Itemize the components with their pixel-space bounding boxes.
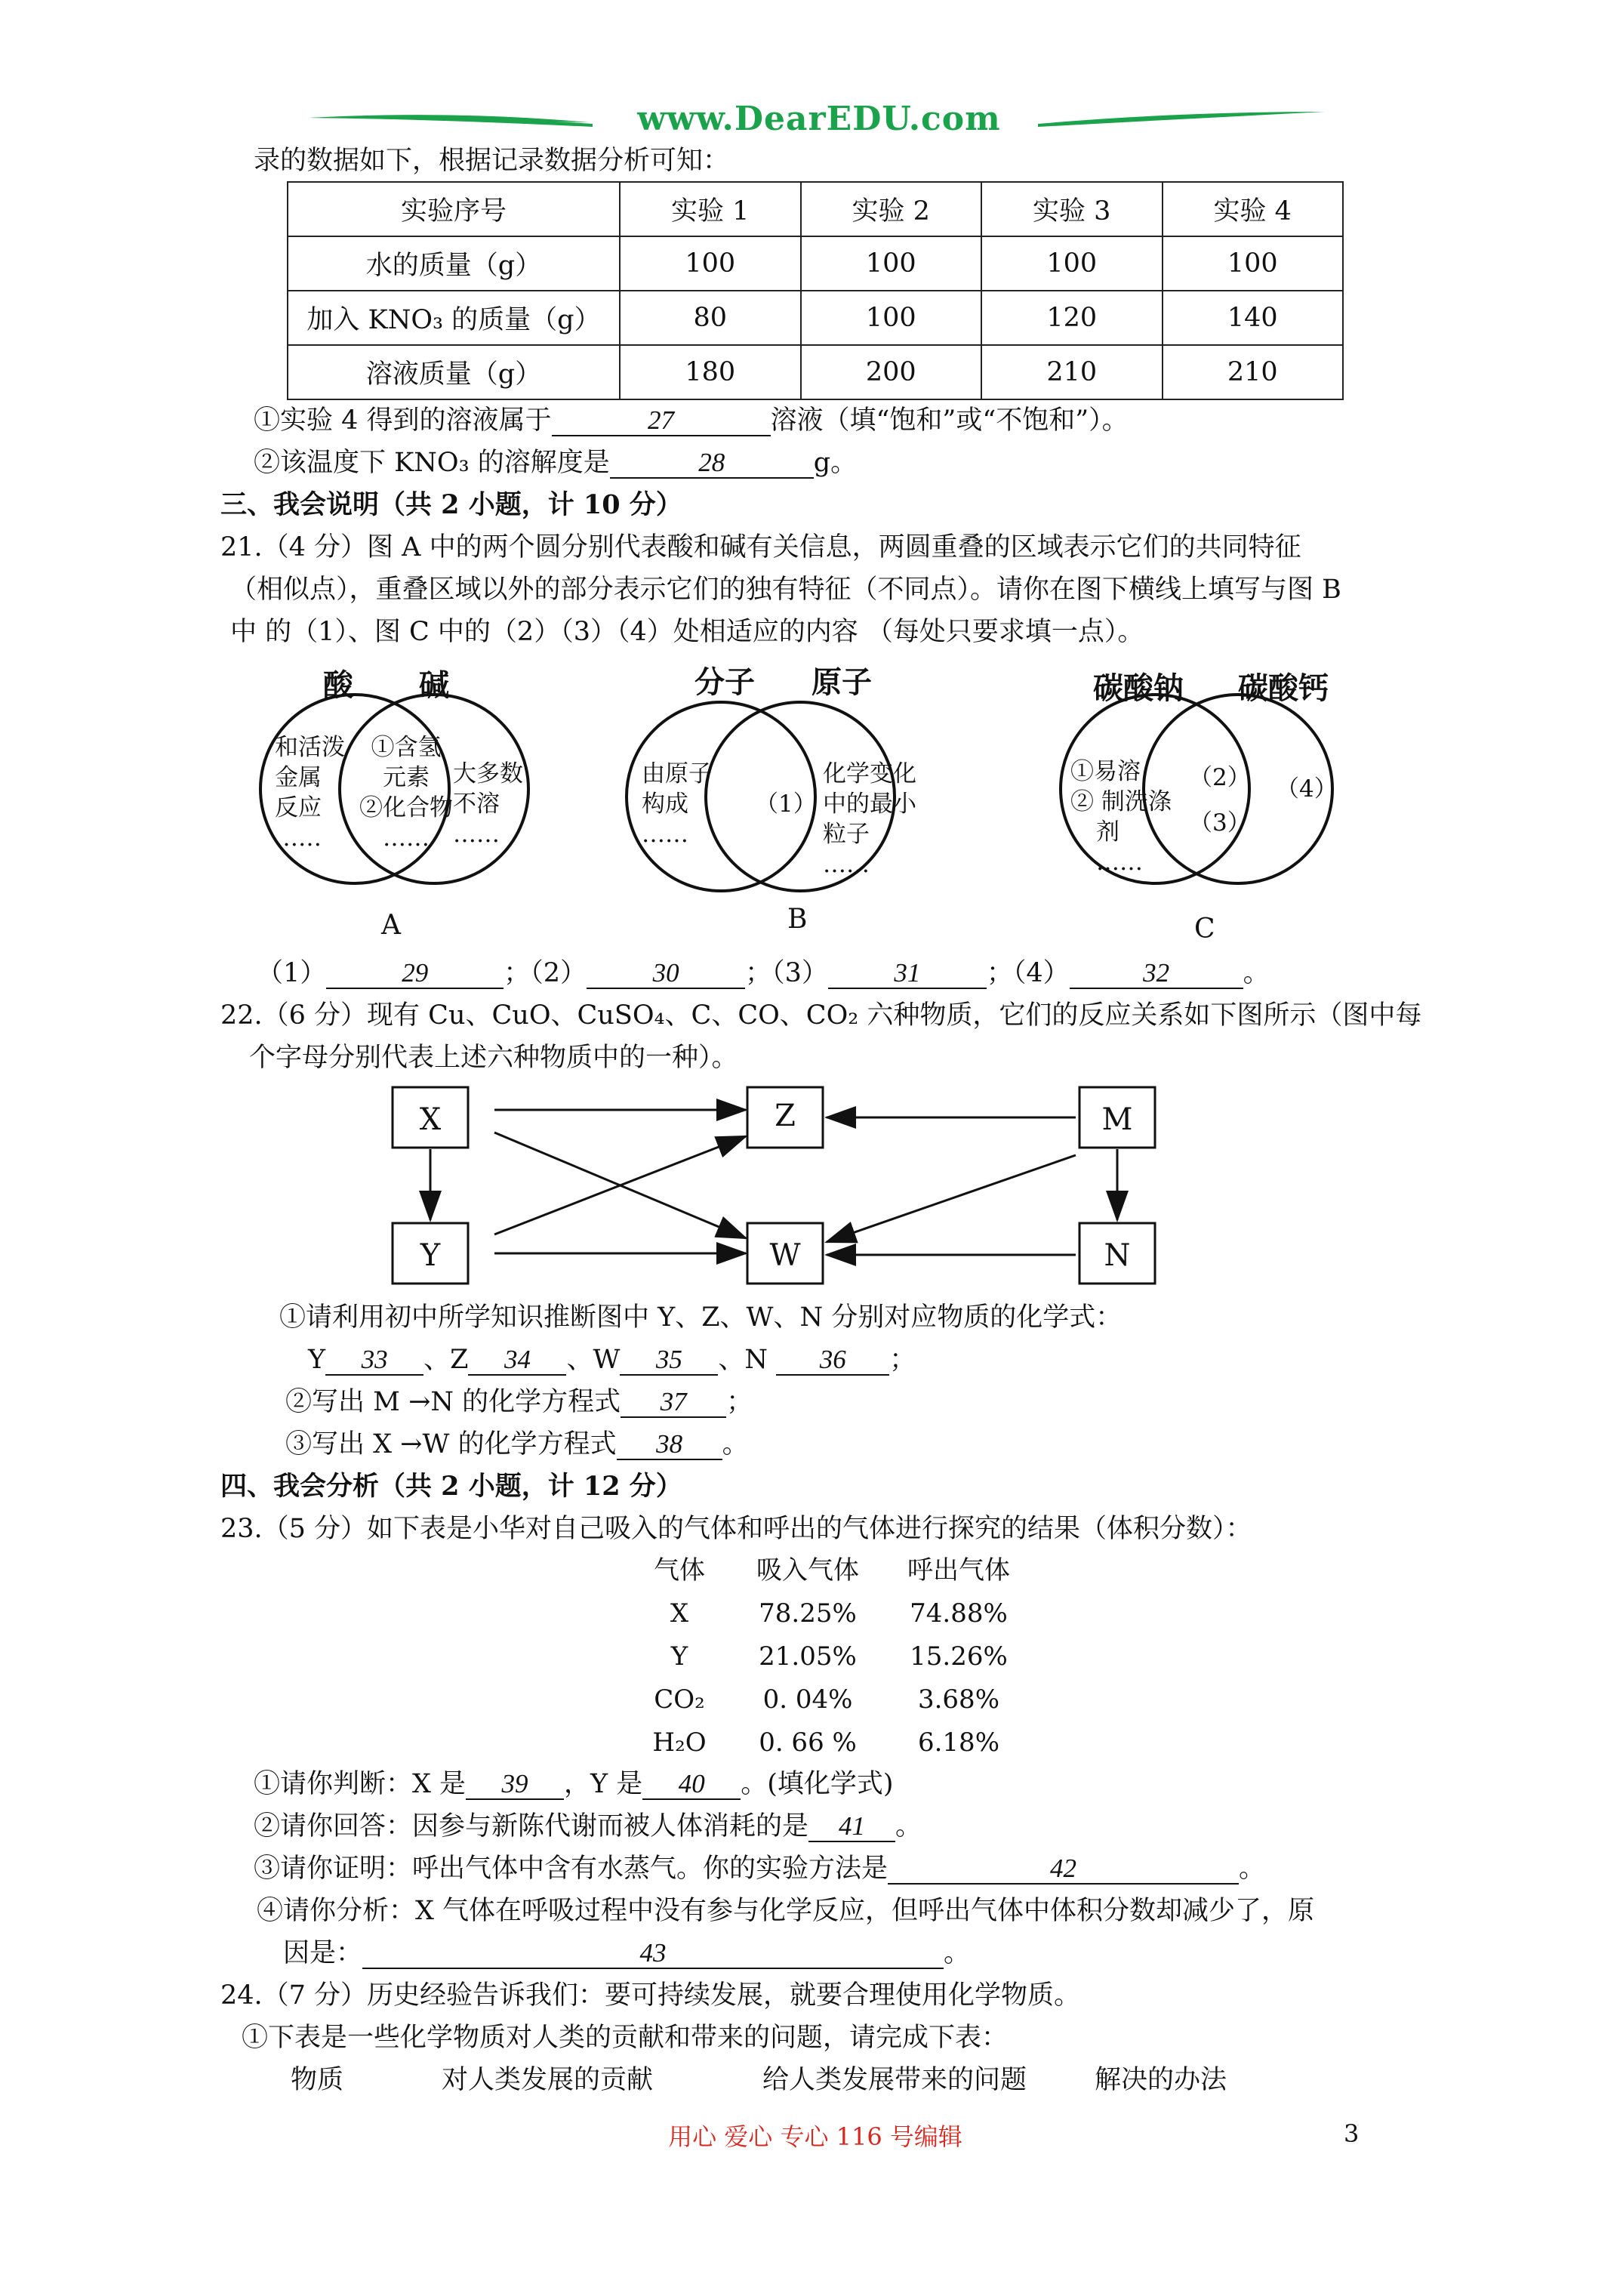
table-cell: 加入 KNO₃ 的质量（g） [288,291,620,345]
answer-blank-30[interactable]: 30 [587,959,745,989]
q22-text1: 22.（6 分）现有 Cu、CuO、CuSO₄、C、CO、CO₂ 六种物质，它们的反应关系如下图所示（图中每 [220,1000,1422,1031]
venn-a-middle-text: ①含氢 元素 ②化合物 …… [359,734,453,852]
box-y-label: Y [420,1238,441,1273]
venn-a-right-text: 大多数 不溶 …… [453,760,523,848]
venn-c-left-text: ①易溶 ② 制洗涤 剂 …… [1070,758,1172,876]
answer-blank-31[interactable]: 31 [828,959,987,989]
intro-line: 录的数据如下，根据记录数据分析可知： [254,146,730,176]
q20-line1: ①实验 4 得到的溶液属于 27 溶液（填“饱和”或“不饱和”）。 [254,405,1129,436]
table-row: 气体 吸入气体 呼出气体 [654,1555,1010,1586]
venn-b-left-text: 由原子 构成 …… [642,760,712,848]
header-logo [302,97,1329,142]
answer-blank-37[interactable]: 37 [621,1388,726,1418]
footer-editor-note: 用心 爱心 专心 116 号编辑 [668,2122,962,2151]
box-w-label: W [769,1238,801,1273]
box-m-label: M [1101,1102,1133,1137]
table-row [288,182,1343,236]
q24-text2: ①下表是一些化学物质对人类的贡献和带来的问题，请完成下表： [242,2023,1009,2053]
q23-text1: 23.（5 分）如下表是小华对自己吸入的气体和呼出的气体进行探究的结果（体积分数）： [220,1514,1252,1544]
venn-b-caption: B [787,904,808,935]
answer-blank-28[interactable]: 28 [610,448,814,479]
q20-line2: ②该温度下 KNO₃ 的溶解度是 28 g。 [254,448,858,478]
box-x-label: X [419,1102,442,1137]
table-header-cell: 实验 2 [801,182,982,236]
answer-blank-38[interactable]: 38 [617,1430,722,1460]
q24-col-headers: 物质 对人类发展的贡献 给人类发展带来的问题 解决的办法 [291,2065,1227,2095]
table-cell: 100 [801,236,982,291]
venn-a-left-text: 和活泼 金属 反应 …… [275,734,345,852]
q23-line1: ①请你判断：X 是 39 ，Y 是 40 。(填化学式) [254,1769,894,1799]
venn-c-right-title: 碳酸钙 [1238,670,1329,706]
q23-line2: ②请你回答：因参与新陈代谢而被人体消耗的是 41 。 [254,1811,922,1841]
answer-blank-43[interactable]: 43 [362,1939,944,1969]
answer-blank-36[interactable]: 36 [776,1345,889,1376]
table-row [288,236,1343,291]
table-header-cell: 实验 1 [620,182,801,236]
q22-line2: Y 33 、Z 34 、W 35 、N 36 ； [308,1345,916,1375]
table-cell: 80 [620,291,801,345]
table-cell: 180 [620,345,801,399]
table-cell: 水的质量（g） [288,236,620,291]
table-cell: 120 [981,291,1163,345]
table-cell: 210 [1163,345,1344,399]
venn-c-middle-text: （2） （3） [1189,764,1251,837]
table-cell: 100 [620,236,801,291]
answer-blank-33[interactable]: 33 [325,1345,423,1376]
table-cell: 溶液质量（g） [288,345,620,399]
q21-text3: 中 的（1）、图 C 中的（2）（3）（4）处相适应的内容 （每处只要求填一点）。 [230,617,1144,647]
answer-blank-34[interactable]: 34 [468,1345,566,1376]
venn-b-right-title: 原子 [812,664,872,700]
table-cell: 200 [801,345,982,399]
table-header-cell: 实验序号 [288,182,620,236]
logo-text: www.DearEDU.com [637,100,1001,138]
answer-blank-35[interactable]: 35 [620,1345,718,1376]
q21-text1: 21.（4 分）图 A 中的两个圆分别代表酸和碱有关信息，两圆重叠的区域表示它们的共同特征 [220,532,1301,562]
section-3-title: 三、我会说明（共 2 小题，计 10 分） [220,489,682,520]
answer-blank-40[interactable]: 40 [642,1770,741,1800]
table-row [288,345,1343,399]
box-z-label: Z [775,1099,796,1133]
table-row: X 78.25% 74.88% [670,1598,1008,1629]
venn-c-caption: C [1194,914,1215,945]
table-row: H₂O 0. 66 % 6.18% [652,1727,999,1758]
page-number: 3 [1344,2119,1360,2148]
q21-text2: （相似点），重叠区域以外的部分表示它们的独有特征（不同点）。请你在图下横线上填写与图 B [230,575,1341,605]
table-cell: 100 [981,236,1163,291]
box-n-label: N [1104,1238,1131,1273]
table-cell: 100 [801,291,982,345]
answer-blank-39[interactable]: 39 [466,1770,564,1800]
table-row: CO₂ 0. 04% 3.68% [654,1684,999,1715]
venn-b-middle-text: （1） [755,791,817,818]
kno3-table [287,181,1344,400]
q22-line1: ①请利用初中所学知识推断图中 Y、Z、W、N 分别对应物质的化学式： [279,1302,1123,1333]
answer-blank-42[interactable]: 42 [888,1854,1239,1885]
table-header-cell: 实验 3 [981,182,1163,236]
answer-blank-32[interactable]: 32 [1070,959,1243,989]
venn-b-right-text: 化学变化 中的最小 粒子 …… [823,760,916,878]
q23-line3: ③请你证明：呼出气体中含有水蒸气。你的实验方法是 42 。 [254,1854,1266,1884]
venn-a-left-title: 酸 [323,667,353,703]
table-row: Y 21.05% 15.26% [670,1641,1008,1672]
table-row [288,291,1343,345]
gas-composition-table [627,1549,1034,1764]
table-cell: 140 [1163,291,1344,345]
table-header-cell: 实验 4 [1163,182,1344,236]
q23-line5: 因是： 43 。 [283,1938,971,1968]
venn-c-right-text: （4） [1276,775,1338,803]
q23-line4: ④请你分析：X 气体在呼吸过程中没有参与化学反应，但呼出气体中体积分数却减少了，原 [257,1896,1315,1926]
q24-text1: 24.（7 分）历史经验告诉我们：要可持续发展，就要合理使用化学物质。 [220,1980,1081,2011]
q22-text2: 个字母分别代表上述六种物质中的一种）。 [249,1043,738,1073]
venn-a-caption: A [381,910,401,941]
answer-blank-41[interactable]: 41 [808,1812,895,1842]
answer-blank-29[interactable]: 29 [326,959,504,989]
section-4-title: 四、我会分析（共 2 小题，计 12 分） [220,1471,682,1502]
venn-a-right-title: 碱 [419,667,449,703]
table-cell: 100 [1163,236,1344,291]
q22-line3: ②写出 M →N 的化学方程式 37 ； [285,1387,753,1417]
venn-b-left-title: 分子 [694,664,755,700]
q21-answers: （1） 29 ；（2） 30 ；（3） 31 ；（4） 32 。 [257,958,1270,988]
q22-line4: ③写出 X →W 的化学方程式 38 。 [285,1429,749,1459]
venn-c-left-title: 碳酸钠 [1093,670,1184,706]
answer-blank-27[interactable]: 27 [552,406,771,436]
table-cell: 210 [981,345,1163,399]
